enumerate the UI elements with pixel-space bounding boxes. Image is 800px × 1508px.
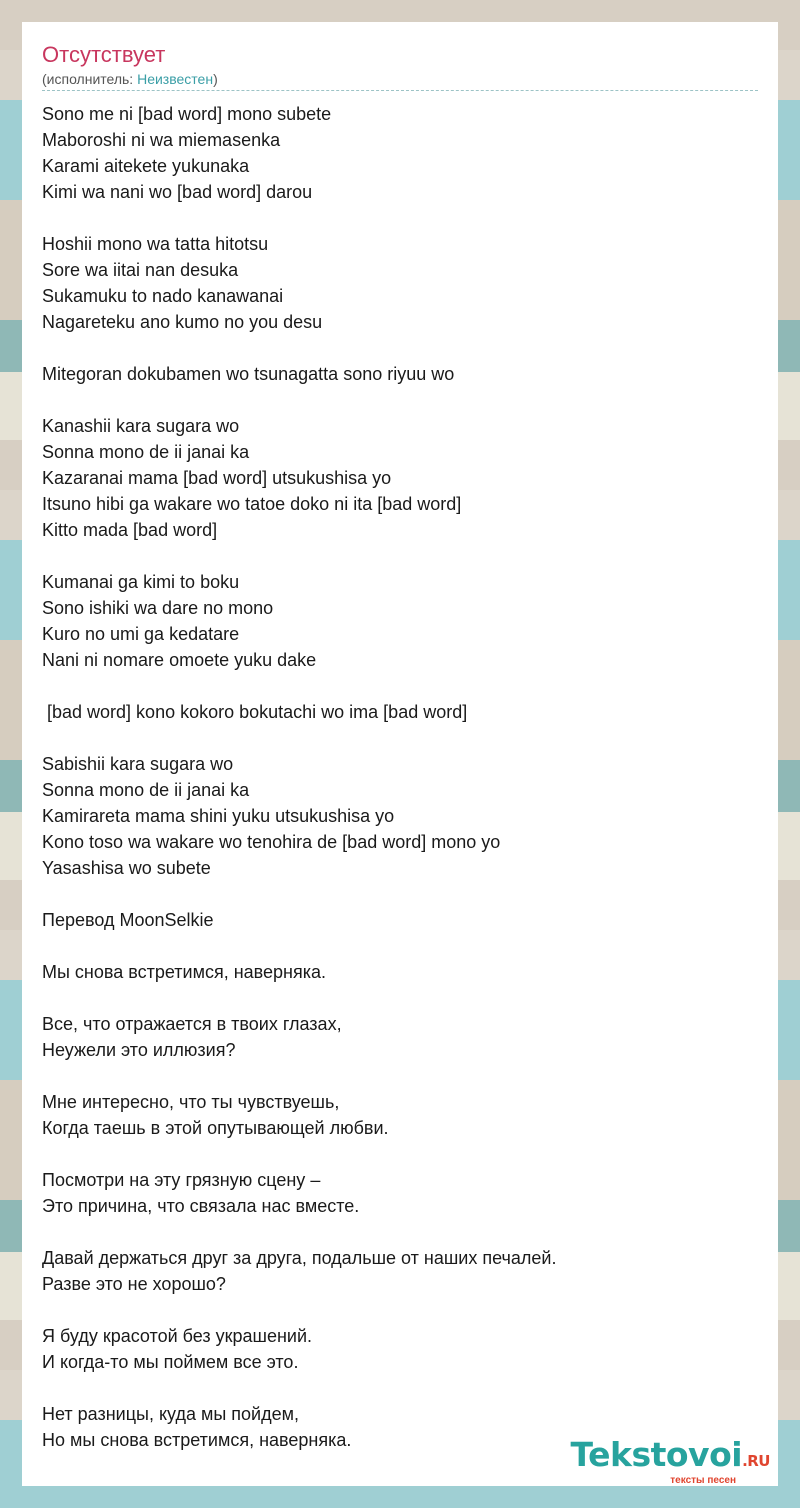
song-title: Отсутствует	[42, 42, 166, 67]
lyrics-line: Sabishii kara sugara wo	[42, 754, 234, 774]
lyrics-line: [bad word] kono kokoro bokutachi wo ima [bad word]	[42, 702, 468, 722]
lyrics-line: Sukamuku to nado kanawanai	[42, 286, 284, 306]
lyrics-line: Maboroshi ni wa miemasenka	[42, 130, 281, 150]
lyrics-line: Kuro no umi ga kedatare	[42, 624, 240, 644]
lyrics-line: Нет разницы, куда мы пойдем,	[42, 1404, 299, 1424]
lyrics-blank-line	[42, 985, 758, 1011]
lyrics-line: Itsuno hibi ga wakare wo tatoe doko ni ita [bad word]	[42, 494, 462, 514]
lyrics-line: Karami aitekete yukunaka	[42, 156, 250, 176]
lyrics-line: Sore wa iitai nan desuka	[42, 260, 239, 280]
lyrics-line: Посмотри на эту грязную сцену –	[42, 1170, 321, 1190]
lyrics-blank-line	[42, 673, 758, 699]
lyrics-line: Sono ishiki wa dare no mono	[42, 598, 274, 618]
lyrics-body	[42, 101, 758, 1453]
lyrics-line: Kanashii kara sugara wo	[42, 416, 240, 436]
lyrics-line: Все, что отражается в твоих глазах,	[42, 1014, 342, 1034]
lyrics-line: Kazaranai mama [bad word] utsukushisa yo	[42, 468, 392, 488]
lyrics-line: Я буду красотой без украшений.	[42, 1326, 313, 1346]
lyrics-blank-line	[42, 881, 758, 907]
lyrics-card	[22, 22, 778, 1486]
artist-line	[42, 70, 758, 91]
lyrics-line: Когда таешь в этой опутывающей любви.	[42, 1118, 389, 1138]
lyrics-line: Sonna mono de ii janai ka	[42, 780, 250, 800]
logo-main-text: Tekstovoi	[570, 1435, 743, 1474]
lyrics-blank-line	[42, 205, 758, 231]
lyrics-blank-line	[42, 387, 758, 413]
lyrics-blank-line	[42, 1375, 758, 1401]
logo-tld: .RU	[742, 1452, 770, 1470]
lyrics-line: Nani ni nomare omoete yuku dake	[42, 650, 317, 670]
lyrics-line: Давай держаться друг за друга, подальше от наших печалей.	[42, 1248, 557, 1268]
lyrics-line: Mitegoran dokubamen wo tsunagatta sono riyuu wo	[42, 364, 455, 384]
lyrics-blank-line	[42, 543, 758, 569]
lyrics-blank-line	[42, 1063, 758, 1089]
logo-subtitle: тексты песен	[670, 1475, 736, 1486]
lyrics-line: Разве это не хорошо?	[42, 1274, 226, 1294]
lyrics-blank-line	[42, 335, 758, 361]
lyrics-blank-line	[42, 1141, 758, 1167]
lyrics-line: Yasashisa wo subete	[42, 858, 211, 878]
lyrics-line: Неужели это иллюзия?	[42, 1040, 236, 1060]
lyrics-line: Nagareteku ano kumo no you desu	[42, 312, 323, 332]
lyrics-line: Hoshii mono wa tatta hitotsu	[42, 234, 269, 254]
lyrics-blank-line	[42, 1297, 758, 1323]
lyrics-line: Kimi wa nani wo [bad word] darou	[42, 182, 313, 202]
artist-link[interactable]: Неизвестен	[137, 71, 214, 87]
lyrics-line: Kumanai ga kimi to boku	[42, 572, 240, 592]
logo-wordmark	[570, 1435, 770, 1478]
lyrics-line: Sonna mono de ii janai ka	[42, 442, 250, 462]
artist-prefix: (исполнитель:	[42, 71, 138, 87]
lyrics-line: Перевод MoonSelkie	[42, 910, 214, 930]
site-logo[interactable]	[570, 1435, 770, 1486]
lyrics-line: Kamirareta mama shini yuku utsukushisa yo	[42, 806, 395, 826]
artist-suffix: )	[213, 71, 218, 87]
lyrics-blank-line	[42, 933, 758, 959]
lyrics-line: Kono toso wa wakare wo tenohira de [bad word] mono yo	[42, 832, 501, 852]
lyrics-line: Мне интересно, что ты чувствуешь,	[42, 1092, 340, 1112]
lyrics-line: Это причина, что связала нас вместе.	[42, 1196, 360, 1216]
lyrics-line: Kitto mada [bad word]	[42, 520, 218, 540]
lyrics-line: И когда-то мы поймем все это.	[42, 1352, 299, 1372]
lyrics-blank-line	[42, 1219, 758, 1245]
lyrics-line: Но мы снова встретимся, наверняка.	[42, 1430, 352, 1450]
lyrics-line: Мы снова встретимся, наверняка.	[42, 962, 327, 982]
lyrics-line: Sono me ni [bad word] mono subete	[42, 104, 332, 124]
lyrics-blank-line	[42, 725, 758, 751]
